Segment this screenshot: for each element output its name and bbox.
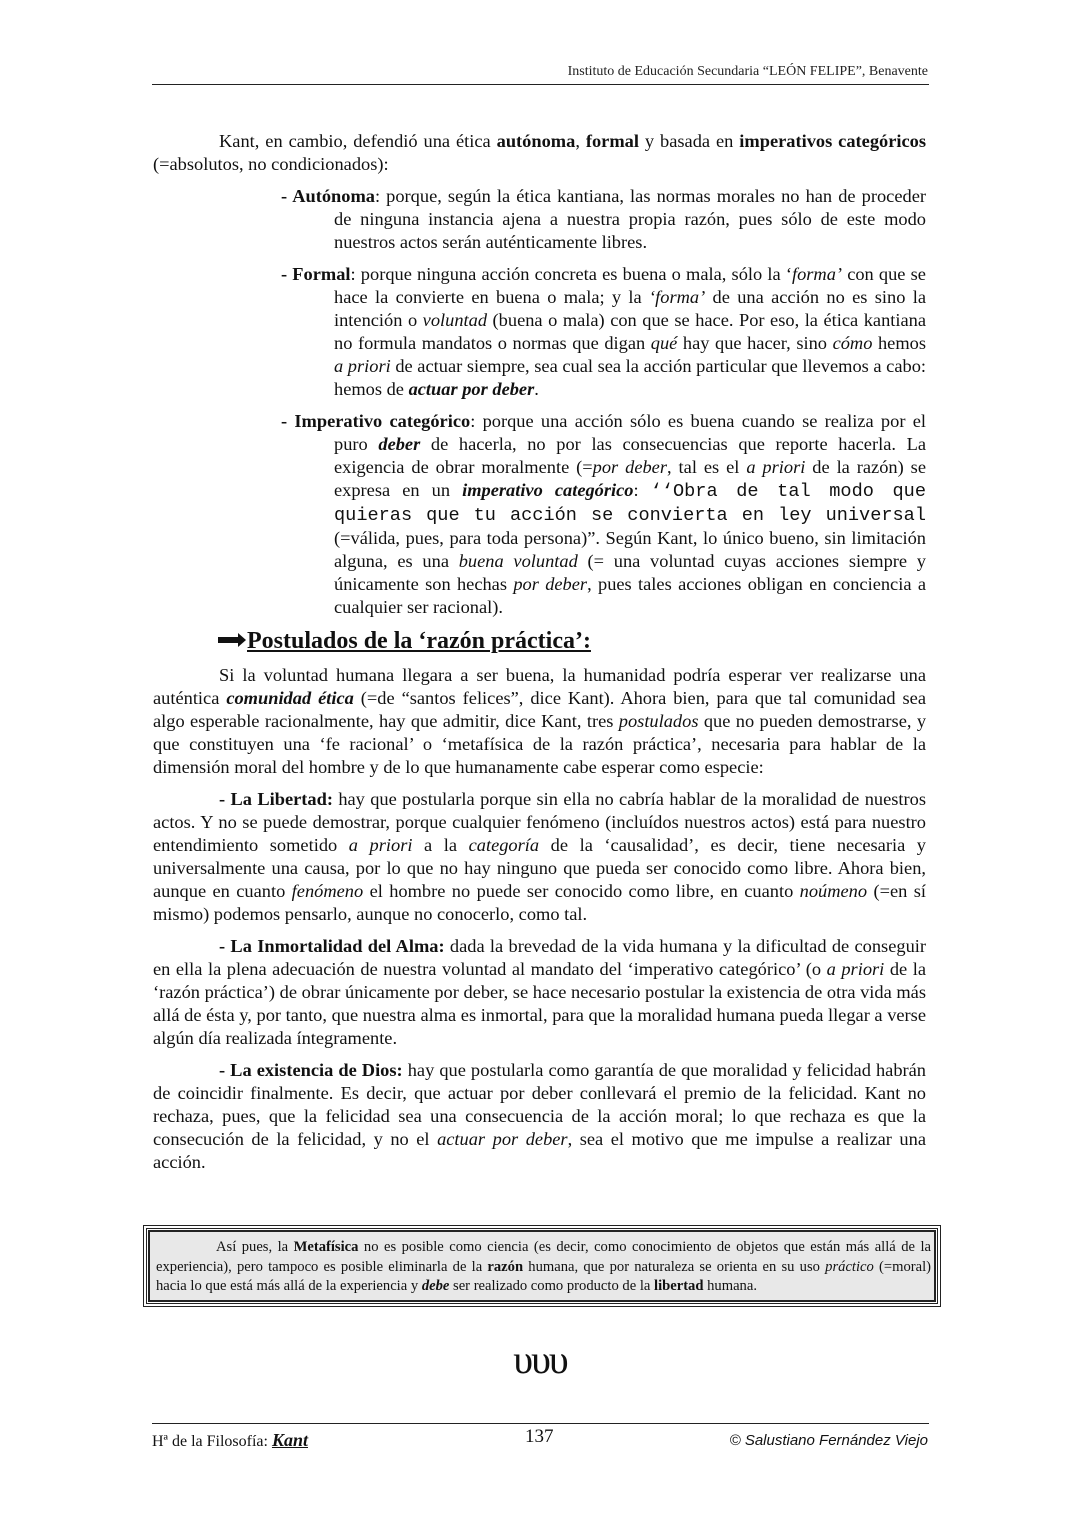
- italic: forma’: [791, 264, 843, 284]
- text: y basada en: [638, 131, 740, 151]
- text: de la ‘razón práctica’) de obrar únicamente por deber, se hace necesario postular la existencia de otra vida más allá de ésta y, por tanto, que nuestra alma es inmortal, para que la moralidad humana pueda llegar a verse algún día realizada íntegramente.: [153, 959, 927, 1048]
- page-header: Instituto de Educación Secundaria “LEÓN FELIPE”, Benavente: [567, 64, 928, 79]
- italic: práctico: [825, 1258, 874, 1275]
- text: (=absolutos, no condicionados):: [153, 154, 389, 174]
- definition-formal: [281, 263, 926, 401]
- ornament-glyph: υυυ: [513, 1337, 567, 1382]
- text: de la razón) se expresa en un: [334, 457, 926, 500]
- bold-italic: actuar por deber: [408, 379, 535, 399]
- text: hay que postularla como garantía de que moralidad y felicidad habrán de coincidir finalmente. Es decir, que actuar por deber conllevará el premio de la felicidad. Kant no rechaza, pues, que la felicidad sea una consecuencia de la acción moral; lo que rechaza es que la consecución de la felicidad, y no el: [153, 1060, 926, 1149]
- text: , pues tales acciones obligan en conciencia a cualquier ser racional).: [334, 574, 926, 617]
- text: (=en sí mismo) podemos pensarlo, aunque no conocerlo, como tal.: [153, 881, 926, 924]
- text: : porque ninguna acción concreta es buena o mala, sólo la ‘: [350, 264, 792, 284]
- bold-italic: imperativo categórico: [462, 480, 634, 500]
- bold-italic: comunidad ética: [226, 688, 354, 708]
- text: (= una voluntad cuyas acciones siempre y únicamente son hechas: [334, 551, 926, 594]
- text: hay que hacer, sino: [677, 333, 833, 353]
- text: (=moral) hacia lo que está más allá de la experiencia y: [156, 1258, 932, 1294]
- italic: por deber: [592, 457, 668, 477]
- text: : porque una acción sólo es buena cuando se realiza por el puro: [334, 411, 926, 454]
- term-autonoma: autónoma: [496, 131, 576, 151]
- italic: buena voluntad: [458, 551, 578, 571]
- postulado-term: - La existencia de Dios:: [219, 1060, 403, 1080]
- definition-term: - Imperativo categórico: [281, 411, 471, 431]
- definition-text: : porque, según la ética kantiana, las normas morales no han de proceder de ninguna instancia ajena a nuestra propia razón, pues sólo de este modo nuestros actos serán auténticamente libres.: [334, 186, 926, 252]
- bold: libertad: [654, 1278, 704, 1294]
- italic: a priori: [334, 356, 391, 376]
- summary-box: [146, 1228, 938, 1304]
- italic: a priori: [826, 959, 885, 979]
- italic: postulados: [618, 711, 699, 731]
- text: ser realizado como producto de la: [449, 1278, 655, 1294]
- italic: categoría: [468, 835, 540, 855]
- text: , tal es el: [667, 457, 747, 477]
- postulado-dios: [153, 1059, 926, 1174]
- text: a la: [412, 835, 469, 855]
- italic: fenómeno: [291, 881, 364, 901]
- text: (=válida, pues, para toda persona)”. Según Kant, lo único bueno, sin limitación alguna, es una: [334, 528, 926, 571]
- italic: actuar por deber: [437, 1129, 568, 1149]
- italic: noúmeno: [799, 881, 868, 901]
- postulado-alma: [153, 935, 926, 1050]
- italic: a priori: [746, 457, 806, 477]
- term-formal: formal: [585, 131, 639, 151]
- text: Hª de la Filosofía:: [152, 1433, 272, 1450]
- bold-italic: deber: [378, 434, 421, 454]
- bold: razón: [487, 1258, 524, 1275]
- definition-autonoma: [281, 185, 926, 254]
- text: Kant, en cambio, defendió una ética: [219, 131, 497, 151]
- postulado-term: - La Inmortalidad del Alma:: [219, 936, 445, 956]
- text: .: [534, 379, 539, 399]
- postulado-term: - La Libertad:: [219, 789, 333, 809]
- summary-text: [156, 1238, 931, 1297]
- term-imperativos: imperativos categóricos: [739, 131, 926, 151]
- footer-divider: [152, 1423, 929, 1424]
- page-content: [153, 130, 926, 1174]
- text: Si la voluntad humana llegara a ser buena, la humanidad podría esperar ver realizarse una auténtica: [153, 665, 926, 708]
- text: (buena o mala) con que se hace. Por eso, la ética kantiana no formula mandatos o normas que digan: [334, 310, 926, 353]
- postulado-libertad: [153, 788, 926, 926]
- text: humana.: [703, 1278, 757, 1294]
- footer-subject: [152, 1430, 308, 1451]
- italic: cómo: [832, 333, 873, 353]
- text: dada la brevedad de la vida humana y la dificultad de conseguir en ella la plena adecuación de nuestra voluntad al mandato del ‘imperativo categórico’ (o: [153, 936, 926, 979]
- italic: por deber: [513, 574, 588, 594]
- section-title-text: Postulados de la ‘razón práctica’:: [247, 628, 591, 654]
- definition-term: - Autónoma: [281, 186, 375, 206]
- text: ,: [575, 131, 586, 151]
- footer-author: Kant: [271, 1430, 308, 1450]
- bold: Metafísica: [293, 1239, 359, 1255]
- text: el hombre no puede ser conocido como libre, en cuanto: [363, 881, 800, 901]
- text: de actuar siempre, sea cual sea la acción particular que llevemos a cabo: hemos de: [334, 356, 927, 399]
- page-number: 137: [525, 1426, 554, 1447]
- text: humana, que por naturaleza se orienta en su uso: [523, 1258, 826, 1275]
- definition-imperativo: [281, 410, 926, 619]
- text: hay que postularla porque sin ella no cabría hablar de la moralidad de nuestros actos. Y no se puede demostrar, porque cualquier fenómeno (incluídos nuestros actos) está para nuestro entendimiento sometido: [153, 789, 926, 855]
- italic: voluntad: [422, 310, 488, 330]
- categorical-imperative-quote: ‘‘Obra de tal modo que quieras que tu acción se convierta en ley universal: [334, 481, 926, 526]
- text: que no pueden demostrarse, y que constituyen una ‘fe racional’ o ‘metafísica de la razón práctica’, necesaria para hablar de la dimensión moral del hombre y de lo que humanamente cabe esperar como especie:: [153, 711, 927, 777]
- footer-copyright: © Salustiano Fernández Viejo: [729, 1432, 928, 1449]
- bold-italic: debe: [421, 1278, 450, 1294]
- section-heading: [218, 627, 926, 655]
- definition-term: - Formal: [281, 264, 351, 284]
- text: Así pues, la: [216, 1239, 294, 1255]
- text: de la ‘causalidad’, es decir, tiene necesaria y universalmente una causa, por lo que no hay ninguno que pueda ser conocido como libre. Ahora bien, aunque en cuanto: [153, 835, 926, 901]
- text: , sea el motivo que me impulse a realizar una acción.: [153, 1129, 926, 1172]
- header-divider: [152, 84, 929, 85]
- text: de hacerla, no por las consecuencias que reporte hacerla. La exigencia de obrar moralmente (=: [334, 434, 927, 477]
- text: (=de “santos felices”, dice Kant). Ahora bien, para que tal comunidad sea algo esperable racionalmente, hay que admitir, dice Kant, tres: [153, 688, 927, 731]
- italic: a priori: [348, 835, 413, 855]
- text: de una acción no es sino la intención o: [334, 287, 926, 330]
- postulados-intro: [153, 664, 926, 779]
- text: hemos: [872, 333, 926, 353]
- intro-paragraph: [153, 130, 926, 176]
- text: con que se hace la convierte en buena o mala; y la: [334, 264, 926, 307]
- text: no es posible como ciencia (es decir, como conocimiento de objetos que están más allá de la experiencia), pero tampoco es posible eliminarla de la: [156, 1239, 931, 1275]
- italic: ‘forma’: [649, 287, 706, 307]
- text: :: [633, 480, 651, 500]
- italic: qué: [650, 333, 678, 353]
- arrow-right-icon: [218, 637, 240, 643]
